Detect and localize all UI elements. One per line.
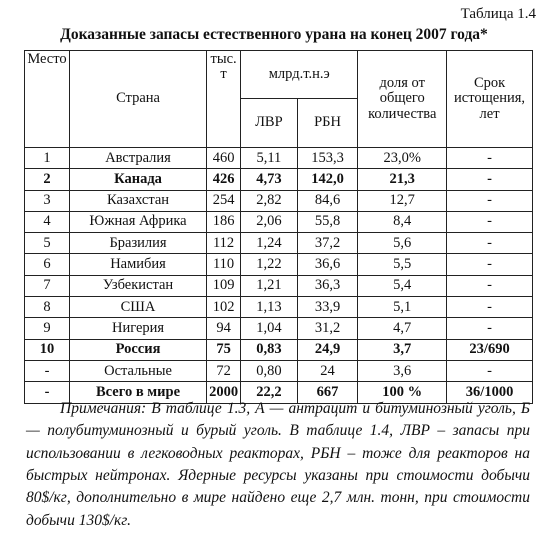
cell-lwr: 0,80 [241,360,298,381]
cell-place: - [25,360,70,381]
cell-lwr: 1,04 [241,318,298,339]
uranium-reserves-table [24,50,533,404]
table-title: Доказанные запасы естественного урана на конец 2007 года* [60,26,488,43]
header-depletion: Срок истощения, лет [447,51,533,148]
cell-fbr: 142,0 [297,169,358,190]
table-row [25,297,533,318]
table-row [25,318,533,339]
cell-country: Австралия [69,148,206,169]
cell-place: 7 [25,275,70,296]
cell-share: 3,7 [358,339,447,360]
cell-lwr: 5,11 [241,148,298,169]
table-row [25,339,533,360]
table-body [25,148,533,404]
cell-place: 9 [25,318,70,339]
cell-lwr: 1,13 [241,297,298,318]
cell-share: 4,7 [358,318,447,339]
header-lwr: ЛВР [241,99,298,148]
cell-place: 1 [25,148,70,169]
cell-share: 5,1 [358,297,447,318]
cell-country: Россия [69,339,206,360]
cell-fbr: 24,9 [297,339,358,360]
cell-place: 4 [25,211,70,232]
cell-share: 100 % [358,382,447,403]
cell-thousand-t: 112 [207,233,241,254]
cell-depletion: - [447,360,533,381]
cell-country: Остальные [69,360,206,381]
cell-fbr: 37,2 [297,233,358,254]
cell-fbr: 31,2 [297,318,358,339]
header-place: Место [25,51,70,148]
cell-lwr: 0,83 [241,339,298,360]
cell-place: 2 [25,169,70,190]
header-billion-toe: млрд.т.н.э [241,51,358,99]
cell-depletion: 23/690 [447,339,533,360]
cell-depletion: - [447,169,533,190]
header-country: Страна [69,51,206,148]
cell-lwr: 1,24 [241,233,298,254]
cell-lwr: 2,06 [241,211,298,232]
cell-country: Узбекистан [69,275,206,296]
table-row [25,254,533,275]
table-row [25,360,533,381]
cell-fbr: 36,6 [297,254,358,275]
cell-share: 5,6 [358,233,447,254]
table-number: Таблица 1.4 [460,6,536,22]
cell-thousand-t: 102 [207,297,241,318]
cell-country: Казахстан [69,190,206,211]
table-row [25,233,533,254]
cell-lwr: 22,2 [241,382,298,403]
cell-country: Нигерия [69,318,206,339]
cell-depletion: - [447,254,533,275]
cell-thousand-t: 254 [207,190,241,211]
cell-thousand-t: 2000 [207,382,241,403]
cell-depletion: - [447,233,533,254]
cell-country: Южная Африка [69,211,206,232]
cell-country: США [69,297,206,318]
cell-depletion: 36/1000 [447,382,533,403]
cell-share: 5,5 [358,254,447,275]
cell-fbr: 55,8 [297,211,358,232]
cell-thousand-t: 72 [207,360,241,381]
cell-lwr: 1,21 [241,275,298,296]
cell-lwr: 1,22 [241,254,298,275]
cell-share: 8,4 [358,211,447,232]
cell-country: Бразилия [69,233,206,254]
header-fbr: РБН [297,99,358,148]
table-row [25,211,533,232]
cell-share: 21,3 [358,169,447,190]
cell-fbr: 24 [297,360,358,381]
cell-country: Всего в мире [69,382,206,403]
table-row [25,169,533,190]
cell-place: 6 [25,254,70,275]
cell-thousand-t: 186 [207,211,241,232]
cell-thousand-t: 75 [207,339,241,360]
cell-fbr: 84,6 [297,190,358,211]
cell-fbr: 36,3 [297,275,358,296]
cell-thousand-t: 109 [207,275,241,296]
cell-place: 5 [25,233,70,254]
cell-lwr: 4,73 [241,169,298,190]
cell-place: 10 [25,339,70,360]
cell-place: 3 [25,190,70,211]
table-row [25,275,533,296]
cell-depletion: - [447,275,533,296]
cell-share: 23,0% [358,148,447,169]
cell-country: Канада [69,169,206,190]
cell-depletion: - [447,148,533,169]
cell-thousand-t: 110 [207,254,241,275]
cell-depletion: - [447,211,533,232]
table-row [25,148,533,169]
cell-fbr: 33,9 [297,297,358,318]
cell-country: Намибия [69,254,206,275]
cell-share: 12,7 [358,190,447,211]
cell-fbr: 153,3 [297,148,358,169]
cell-thousand-t: 426 [207,169,241,190]
cell-share: 5,4 [358,275,447,296]
cell-place: 8 [25,297,70,318]
cell-fbr: 667 [297,382,358,403]
cell-lwr: 2,82 [241,190,298,211]
cell-share: 3,6 [358,360,447,381]
cell-thousand-t: 94 [207,318,241,339]
header-thousand-t: тыс. т [207,51,241,148]
cell-depletion: - [447,297,533,318]
cell-place: - [25,382,70,403]
table-row [25,190,533,211]
cell-thousand-t: 460 [207,148,241,169]
table-note: Примечания: В таблице 1.3, А — антрацит и битуминозный уголь, Б — полубитуминозный и бурый уголь. В таблице 1.4, ЛВР – запасы при использовании в легководных реакторах, РБН – тоже для реакторов на быстрых нейтронах. Ядерные ресурсы указаны при стоимости добычи 80$/кг, дополнительно в мире найдено еще 2,7 млн. тонн, при стоимости добычи 130$/кг. [26,400,530,529]
cell-depletion: - [447,190,533,211]
header-share: доля от общего количества [358,51,447,148]
cell-depletion: - [447,318,533,339]
